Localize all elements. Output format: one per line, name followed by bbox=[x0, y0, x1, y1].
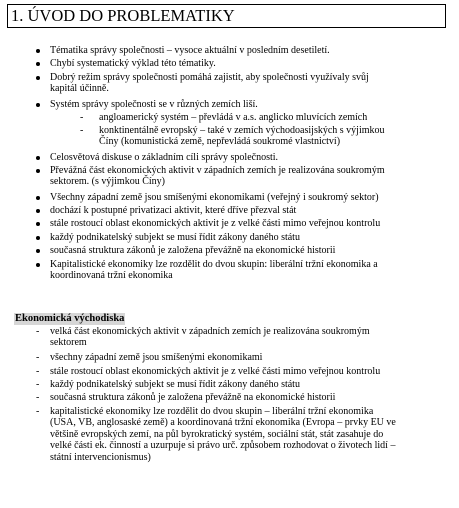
dash-marker: - bbox=[36, 406, 40, 417]
list-item: sektorem bbox=[50, 337, 87, 349]
list-item: Chybí systematický výklad této tématiky. bbox=[50, 58, 216, 69]
dash-marker: - bbox=[36, 352, 40, 363]
list-item: Systém správy společnosti se v různých zemích liší. bbox=[50, 99, 258, 110]
bullet-icon bbox=[36, 103, 40, 107]
list-item: velké části ek. činností a uzurpuje si právo urč. způsobem rozhodovat o životech lidí – bbox=[50, 440, 396, 452]
list-item: Celosvětová diskuse o základním cíli správy společnosti. bbox=[50, 152, 279, 163]
bullet-icon bbox=[36, 156, 40, 160]
section-title bbox=[14, 313, 125, 325]
list-item: Číny (komunistická země, nepřevládá soukromé vlastnictví) bbox=[99, 136, 341, 148]
list-item: kapitál účinně. bbox=[50, 83, 109, 95]
dash-marker: - bbox=[36, 366, 40, 377]
list-item: většině evropských zemí, na půl byrokratický systém, sociální stát, stát zasahuje do bbox=[50, 428, 384, 440]
list-item: dochází k postupné privatizaci aktivit, které dříve přezval stát bbox=[50, 205, 297, 216]
list-item: Dobrý režim správy společnosti pomáhá zajistit, aby společnosti využívaly svůj bbox=[50, 72, 369, 83]
list-item: kapitalistické ekonomiky lze rozdělit do dvou skupin – liberální tržní ekonomika bbox=[50, 406, 374, 417]
list-item: Tématika správy společnosti – vysoce aktuální v posledním desetiletí. bbox=[50, 45, 330, 56]
list-item: velká část ekonomických aktivit v západních zemích je realizována soukromým bbox=[50, 326, 370, 337]
list-item: angloamerický systém – převládá v a.s. anglicko mluvících zemích bbox=[99, 112, 368, 123]
list-item: současná struktura zákonů je založena převážně na ekonomické historii bbox=[50, 245, 336, 256]
dash-marker: - bbox=[80, 112, 84, 123]
list-item: stále rostoucí oblast ekonomických aktivit je z velké části mimo veřejnou kontrolu bbox=[50, 218, 381, 229]
bullet-icon bbox=[36, 196, 40, 200]
list-item: Převážná část ekonomických aktivit v západních zemích je realizována soukromým bbox=[50, 165, 385, 176]
bullet-icon bbox=[36, 169, 40, 173]
dash-marker: - bbox=[36, 392, 40, 403]
list-item: Všechny západní země jsou smíšenými ekonomikami (veřejný i soukromý sektor) bbox=[50, 192, 379, 203]
bullet-icon bbox=[36, 263, 40, 267]
list-item: stále rostoucí oblast ekonomických aktivit je z velké části mimo veřejnou kontrolu bbox=[50, 366, 381, 377]
bullet-icon bbox=[36, 249, 40, 253]
list-item: všechny západní země jsou smíšenými ekonomikami bbox=[50, 352, 263, 363]
list-item: sektorem. (s výjimkou Číny) bbox=[50, 176, 165, 188]
chapter-heading-text: 1. ÚVOD DO PROBLEMATIKY bbox=[11, 6, 235, 25]
bullet-icon bbox=[36, 209, 40, 213]
bullet-icon bbox=[36, 222, 40, 226]
bullet-icon bbox=[36, 49, 40, 53]
list-item: státní intervencionismus) bbox=[50, 451, 151, 463]
dash-marker: - bbox=[36, 326, 40, 337]
list-item: současná struktura zákonů je založena převážně na ekonomické historii bbox=[50, 392, 336, 403]
list-item: každý podnikatelský subjekt se musí řídit zákony daného státu bbox=[50, 379, 300, 390]
list-item: Kapitalistické ekonomiky lze rozdělit do dvou skupin: liberální tržní ekonomika a bbox=[50, 259, 378, 270]
list-item: konktinentálně evropský – také v zemích východoasijských s výjimkou bbox=[99, 125, 385, 136]
bullet-icon bbox=[36, 76, 40, 80]
bullet-icon bbox=[36, 62, 40, 66]
list-item: koordinovaná tržní ekonomika bbox=[50, 270, 173, 282]
chapter-heading bbox=[7, 4, 446, 28]
bullet-icon bbox=[36, 236, 40, 240]
dash-marker: - bbox=[36, 379, 40, 390]
list-item: každý podnikatelský subjekt se musí řídit zákony daného státu bbox=[50, 232, 300, 243]
section-title-text: Ekonomická východiska bbox=[15, 313, 125, 324]
dash-marker: - bbox=[80, 125, 84, 136]
list-item: (USA, VB, anglosaské země) a koordinovaná tržní ekonomika (Evropa – prvky EU ve bbox=[50, 417, 396, 429]
